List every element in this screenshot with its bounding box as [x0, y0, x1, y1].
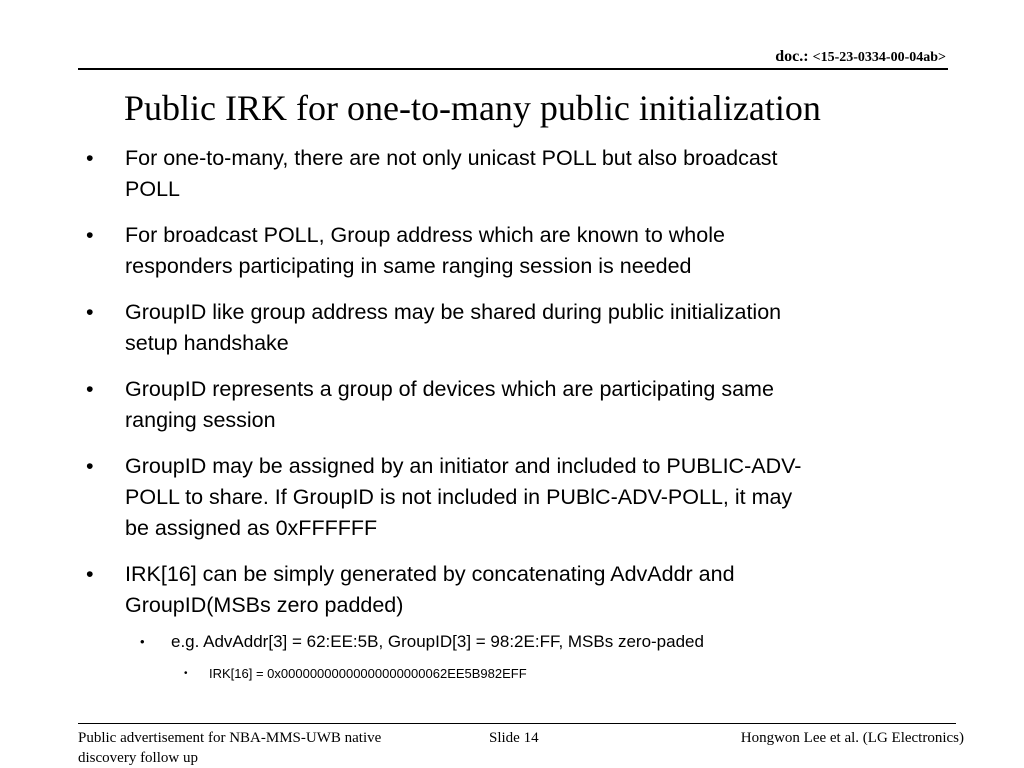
footer-divider	[78, 723, 956, 724]
bullet-text: IRK[16] = 0x00000000000000000000062EE5B982EFF	[209, 666, 527, 681]
doc-number-value: <15-23-0334-00-04ab>	[812, 50, 946, 65]
bullet-marker: •	[86, 562, 94, 586]
bullet-item	[0, 451, 1024, 544]
bullet-marker: •	[86, 300, 94, 324]
slide-title: Public IRK for one-to-many public initialization	[124, 88, 821, 128]
bullet-text: GroupID like group address may be shared during public initialization setup handshake	[125, 300, 782, 355]
bullet-text: GroupID represents a group of devices which are participating same ranging session	[125, 377, 774, 432]
bullet-marker: •	[86, 377, 94, 401]
document-number	[775, 48, 946, 66]
footer-presentation-title: Public advertisement for NBA-MMS-UWB native discovery follow up	[78, 730, 382, 766]
sub-bullet-item	[0, 630, 1024, 654]
bullet-item	[0, 143, 1024, 205]
bullet-item	[0, 559, 1024, 621]
bullet-text: e.g. AdvAddr[3] = 62:EE:5B, GroupID[3] = 98:2E:FF, MSBs zero-paded	[171, 632, 704, 651]
bullet-item	[0, 297, 1024, 359]
footer-author: Hongwon Lee et al. (LG Electronics)	[740, 730, 964, 746]
header-divider	[78, 68, 948, 70]
doc-label: doc.:	[775, 48, 813, 65]
sub-sub-bullet-item	[0, 664, 1024, 684]
bullet-text: For one-to-many, there are not only unicast POLL but also broadcast POLL	[125, 146, 778, 201]
bullet-text: For broadcast POLL, Group address which are known to whole responders participating in same ranging session is needed	[125, 223, 725, 278]
bullet-list	[0, 143, 1024, 684]
bullet-marker: •	[86, 223, 94, 247]
bullet-text: IRK[16] can be simply generated by concatenating AdvAddr and GroupID(MSBs zero padded)	[125, 562, 735, 617]
bullet-marker: •	[140, 634, 145, 649]
bullet-marker: •	[184, 668, 188, 679]
bullet-item	[0, 220, 1024, 282]
bullet-marker: •	[86, 454, 94, 478]
bullet-item	[0, 374, 1024, 436]
footer-slide-number: Slide 14	[489, 730, 539, 746]
bullet-marker: •	[86, 146, 94, 170]
bullet-text: GroupID may be assigned by an initiator and included to PUBLIC-ADV- POLL to share. If GroupID is not included in PUBlC-ADV-POLL, it may be assigned as 0xFFFFFF	[125, 454, 802, 540]
